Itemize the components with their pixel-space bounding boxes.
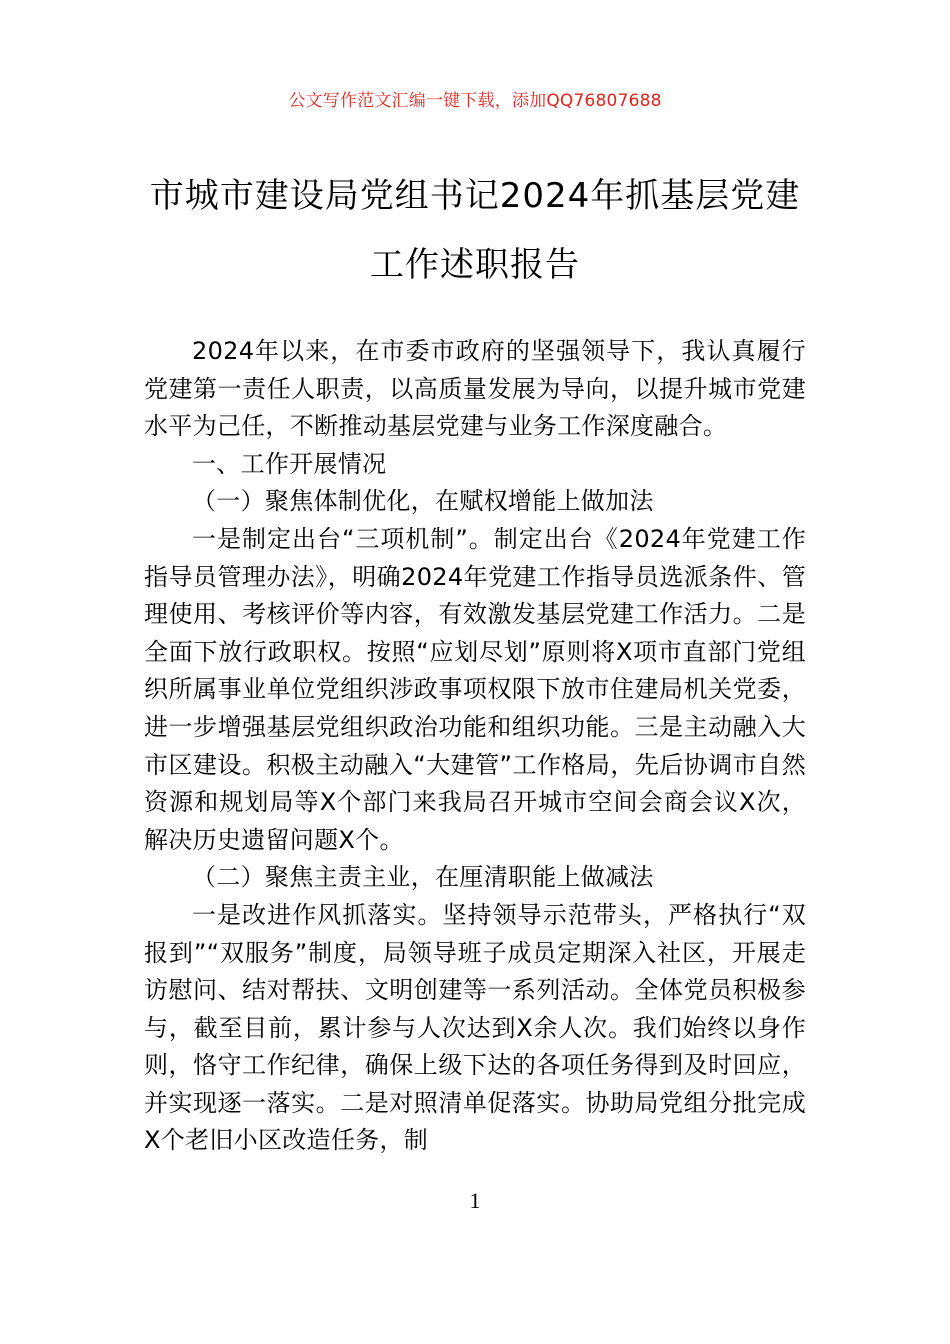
body-paragraph: 一是改进作风抓落实。坚持领导示范带头，严格执行“双报到”“双服务”制度，局领导班子成员定期深入社区，开展走访慰问、结对帮扶、文明创建等一系列活动。全体党员积极参与，截至目前，累计参与人次达到X余人次。我们始终以身作则，恪守工作纪律，确保上级下达的各项任务得到及时回应，并实现逐一落实。二是对照清单促落实。协助局党组分批完成X个老旧小区改造任务，制 [144, 900, 806, 1155]
subsection-heading: （一）聚焦体制优化，在赋权增能上做加法 [192, 487, 654, 516]
document-title-line-1: 市城市建设局党组书记2024年抓基层党建 [149, 176, 801, 216]
body-paragraph: 一是制定出台“三项机制”。制定出台《2024年党建工作指导员管理办法》，明确2024年党建工作指导员选派条件、管理使用、考核评价等内容，有效激发基层党建工作活力。二是全面下放行政职权。按照“应划尽划”原则将X项市直部门党组织所属事业单位党组织涉政事项权限下放市住建局机关党委，进一步增强基层党组织政治功能和组织功能。三是主动融入大市区建设。积极主动融入“大建管”工作格局，先后协调市自然资源和规划局等X个部门来我局召开城市空间会商会议X次，解决历史遗留问题X个。 [144, 524, 806, 854]
intro-paragraph: 2024年以来，在市委市政府的坚强领导下，我认真履行党建第一责任人职责，以高质量发展为导向，以提升城市党建水平为己任，不断推动基层党建与业务工作深度融合。 [144, 337, 806, 441]
section-heading: 一、工作开展情况 [192, 449, 387, 478]
download-notice: 公文写作范文汇编一键下载，添加QQ76807688 [288, 91, 662, 111]
document-title-line-2: 工作述职报告 [370, 245, 580, 285]
subsection-heading: （二）聚焦主责主业，在厘清职能上做减法 [192, 863, 654, 892]
page-number: 1 [469, 1188, 481, 1213]
document-body [144, 333, 806, 1160]
